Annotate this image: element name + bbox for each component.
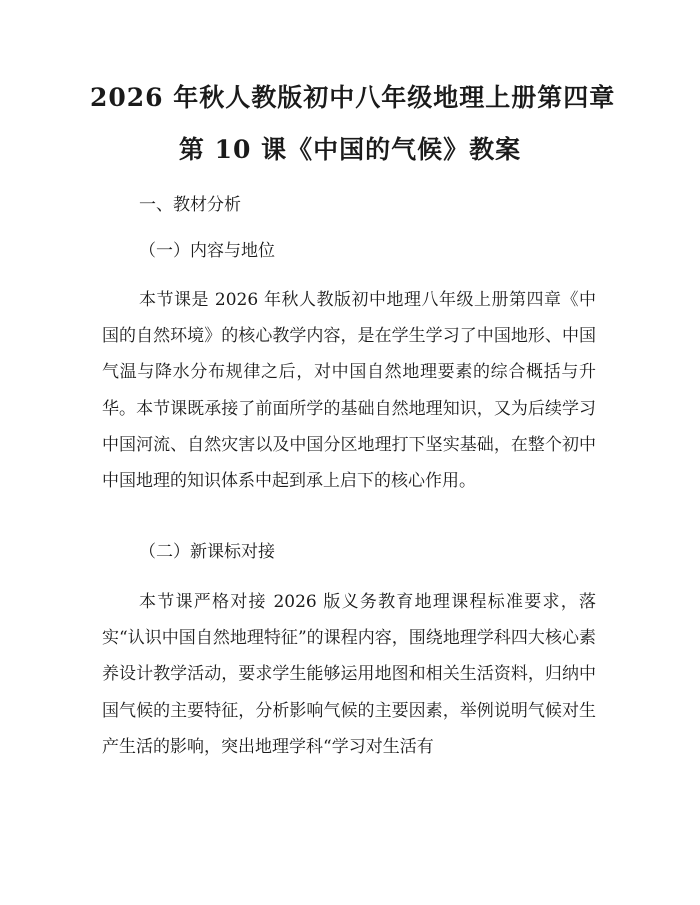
paragraph-curriculum-standard: 本节课严格对接 2026 版义务教育地理课程标准要求，落实“认识中国自然地理特征”的课程内容，围绕地理学科四大核心素养设计教学活动，要求学生能够运用地图和相关生活资料，归纳中国气候的主要特征，分析影响气候的主要因素，举例说明气候对生产生活的影响，突出地理学科“学习对生活有 — [102, 592, 596, 757]
document-title-line-2: 第 10 课《中国的气候》教案 — [178, 135, 522, 164]
section-heading-textbook-analysis: 一、教材分析 — [139, 195, 241, 215]
subsection-heading-curriculum-standard: （二）新课标对接 — [139, 542, 275, 562]
subsection-heading-content-position: （一）内容与地位 — [139, 241, 275, 261]
document-title-line-1: 2026 年秋人教版初中八年级地理上册第四章 — [90, 83, 616, 112]
paragraph-content-position: 本节课是 2026 年秋人教版初中地理八年级上册第四章《中国的自然环境》的核心教学内容，是在学生学习了中国地形、中国气温与降水分布规律之后，对中国自然地理要素的综合概括与升华。本节课既承接了前面所学的基础自然地理知识，又为后续学习中国河流、自然灾害以及中国分区地理打下坚实基础，在整个初中中国地理的知识体系中起到承上启下的核心作用。 — [102, 290, 596, 492]
